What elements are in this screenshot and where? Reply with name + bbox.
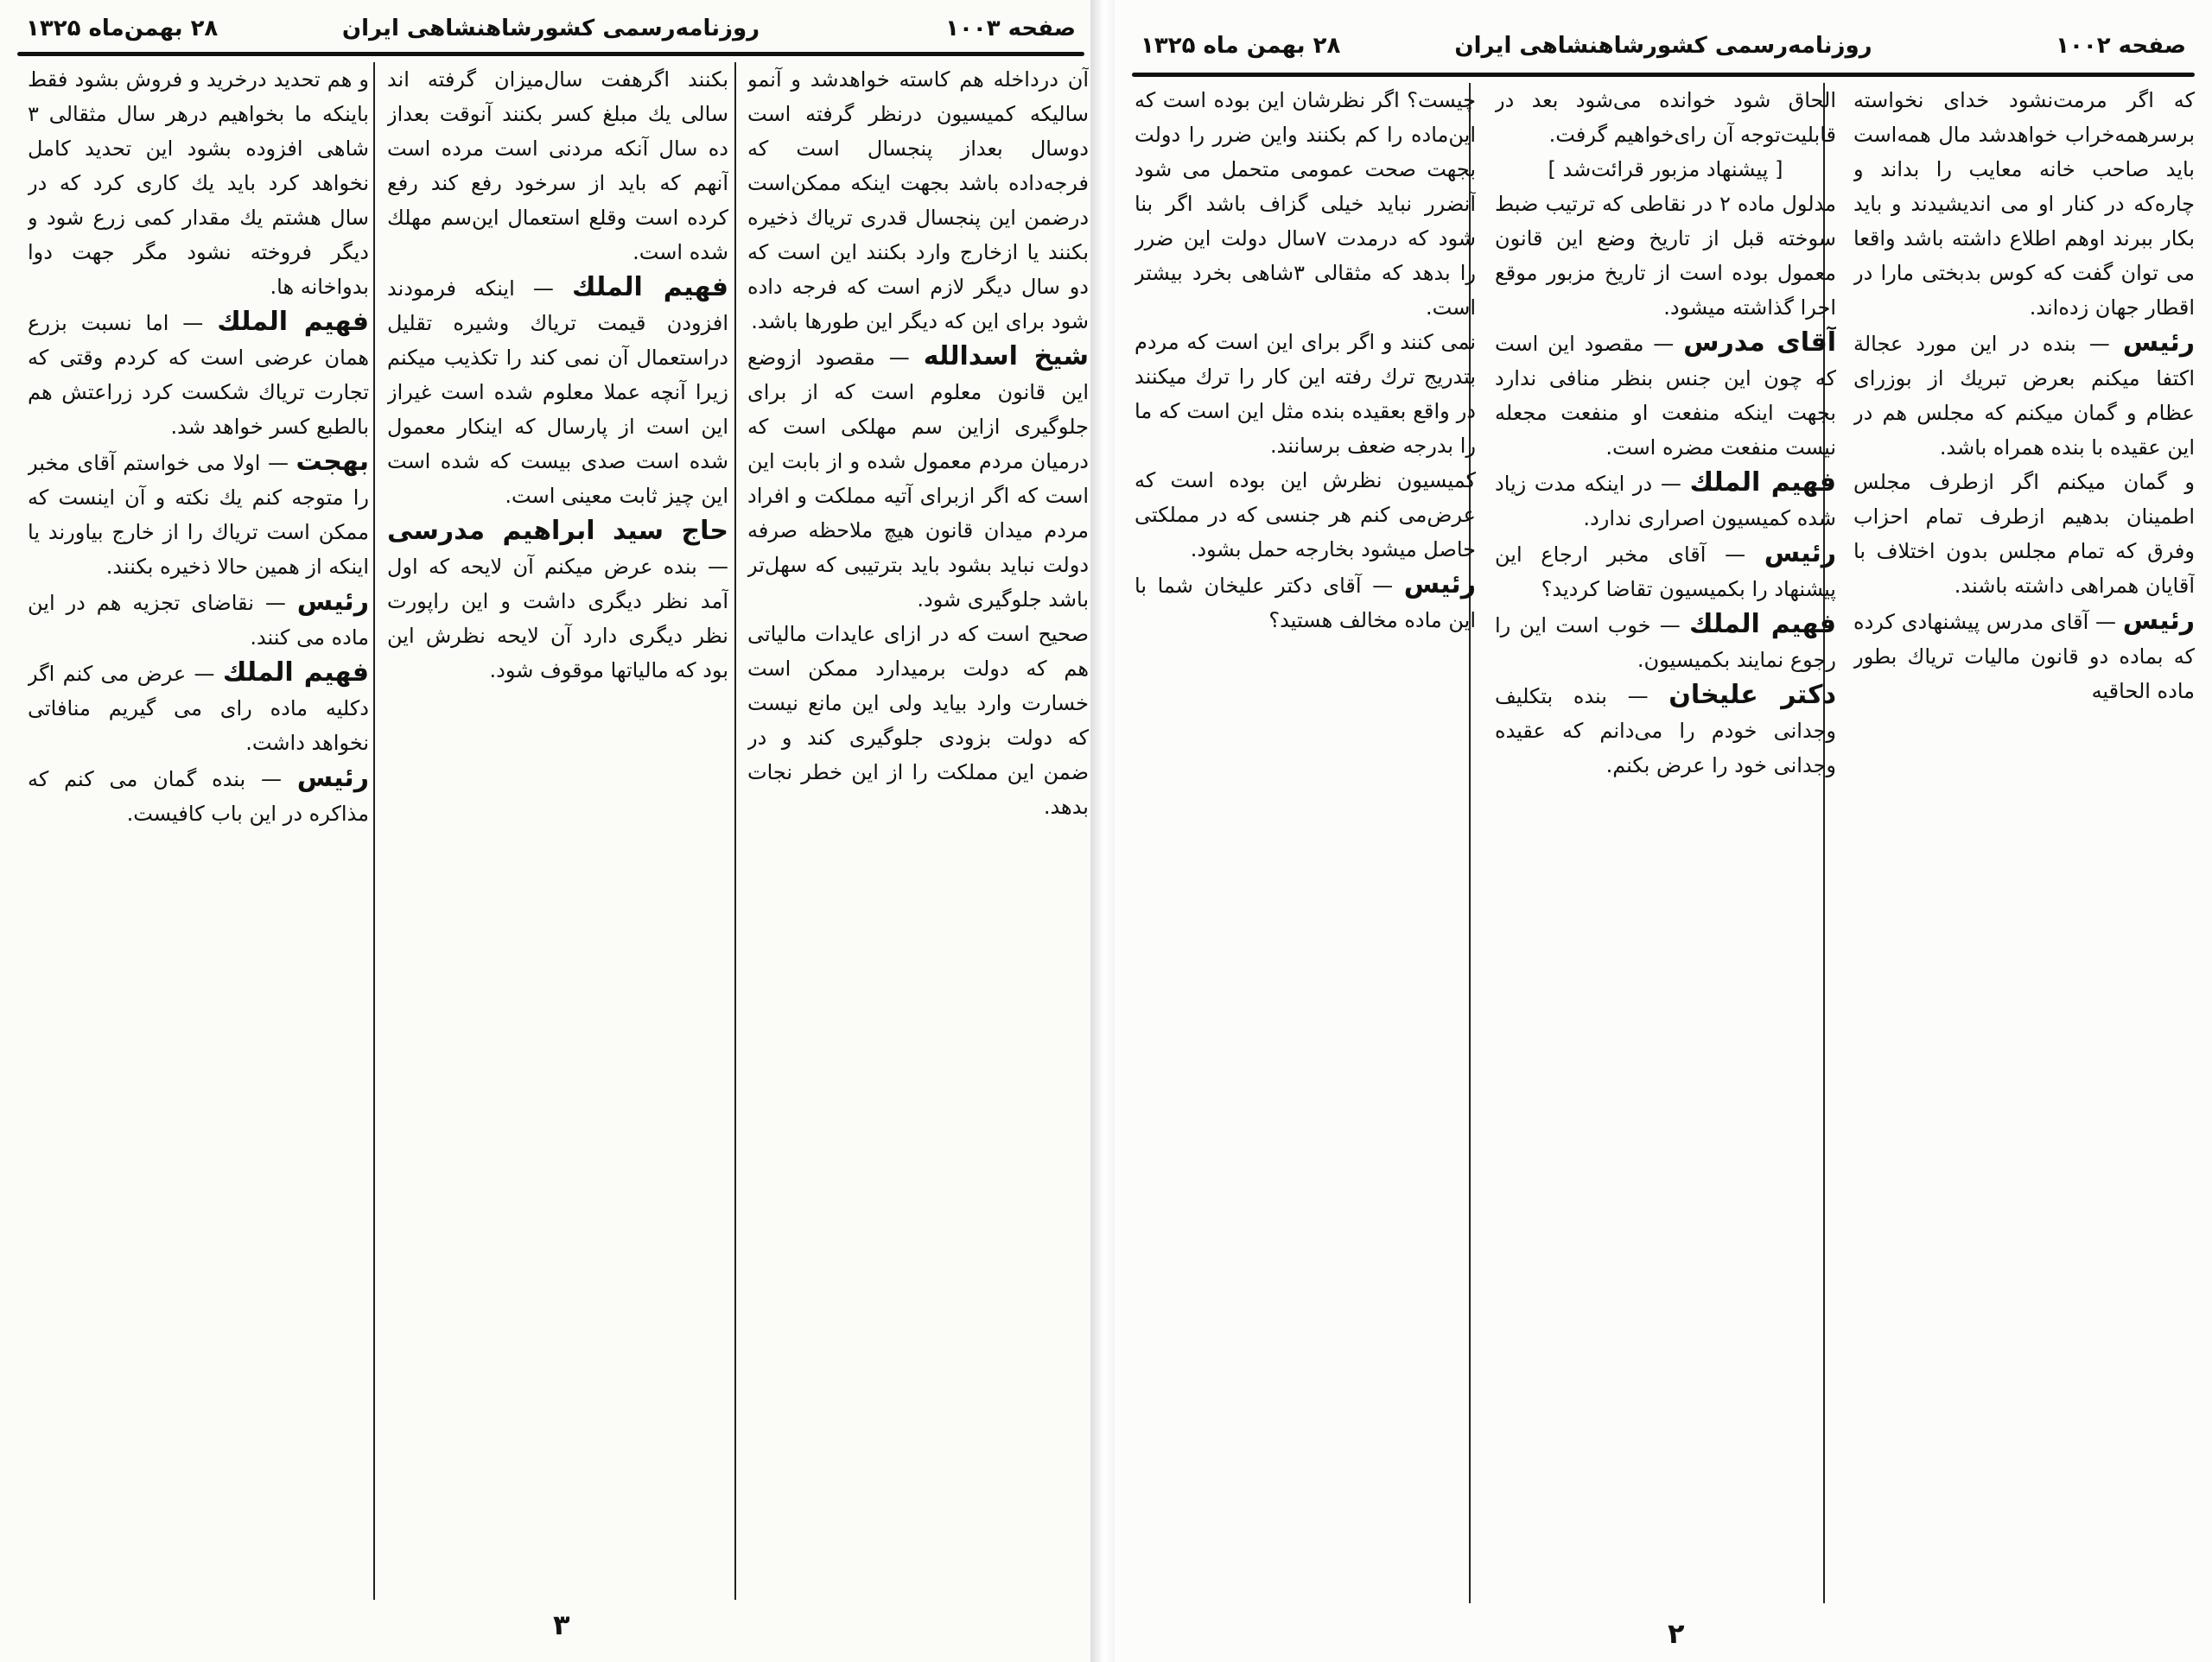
page-label: صفحه ۱۰۰۳ xyxy=(945,16,1076,41)
column xyxy=(28,62,369,1617)
page-header xyxy=(1132,26,2195,69)
paragraph-text: — اما نسبت بزرع همان عرضی است که کردم وقتی که تجارت تریاك شکست کرد زراعتش هم بالطبع کسر خواهد شد. xyxy=(28,311,369,439)
newspaper-title: روزنامه‌رسمی کشورشاهنشاهی ایران xyxy=(341,16,760,41)
column-divider xyxy=(734,62,736,1600)
speaker-heading: فهیم الملك xyxy=(1689,467,1836,498)
column xyxy=(747,62,1089,1617)
column xyxy=(387,62,728,1617)
left-newspaper-page xyxy=(0,0,1102,1662)
column xyxy=(1853,83,2195,1621)
paragraph-text: صحیح است که در ازای عایدات مالیاتی هم که دولت برمیدارد ممکن است خسارت وارد بیاید ولی این مانع نیست که دولت بزودی جلوگیری کند و در ضمن این مملکت را از این خطر نجات بدهد. xyxy=(747,622,1089,819)
speaker-heading: رئیس xyxy=(1403,569,1476,599)
speaker-heading: فهیم الملك xyxy=(1688,609,1836,639)
paragraph-text: و هم تحدید درخرید و فروش بشود فقط باینکه ما بخواهیم درهر سال مثقالی ۳ شاهی افزوده بشود این تحدید کامل نخواهد کرد باید یك کاری کرد که در سال هشتم یك مقدار کمی زرع شود و دیگر فروخته نشود مگر جهت دوا بدواخانه ها. xyxy=(28,67,369,299)
speaker-heading: دکتر علیخان xyxy=(1669,680,1836,710)
page-label: صفحه ۱۰۰۲ xyxy=(2056,33,2186,59)
issue-date: ۲۸ بهمن ماه ۱۳۲۵ xyxy=(1141,33,1341,59)
paragraph-text: — بنده در این مورد عجالة اکتفا میکنم بعرض تبریك از بوزرای عظام و گمان میکنم که مجلس هم در این عقیده با بنده همراه باشد. xyxy=(1853,332,2195,460)
speaker-heading: رئیس xyxy=(296,763,369,793)
paragraph-text: — بنده بتکلیف وجدانی خودم را می‌دانم که عقیده وجدانی خود را عرض بکنم. xyxy=(1495,684,1836,777)
newspaper-title: روزنامه‌رسمی کشورشاهنشاهی ایران xyxy=(1454,33,1872,59)
right-newspaper-page xyxy=(1115,0,2212,1662)
column-divider xyxy=(373,62,375,1600)
speaker-heading: شیخ اسدالله xyxy=(923,341,1089,371)
paragraph-text: — بنده عرض میکنم آن لایحه که اول آمد نظر دیگری داشت و این راپورت نظر دیگری دارد آن لایحه نظرش این بود که مالیاتها موقوف شود. xyxy=(387,555,728,682)
paragraph-text: — مقصود این است که چون این جنس بنظر منافی ندارد بجهت اینکه منفعت او منفعت مجعله نیست منفعت مضره است. xyxy=(1495,332,1836,460)
speaker-heading: رئیس xyxy=(2122,327,2195,358)
column xyxy=(1135,83,1476,1621)
speaker-heading: رئیس xyxy=(2122,606,2195,636)
bracket-note: [ پیشنهاد مزبور قرائت‌شد ] xyxy=(1548,157,1783,181)
speaker-heading: فهیم الملك xyxy=(572,272,728,302)
paragraph-text: — آقای مخبر ارجاع این پیشنهاد را بکمیسیون تقاضا کردید؟ xyxy=(1495,542,1836,601)
speaker-heading: فهیم الملك xyxy=(217,307,369,337)
paragraph-text: — آقای دکتر علیخان شما با این ماده مخالف هستید؟ xyxy=(1135,574,1476,632)
speaker-heading: رئیس xyxy=(1764,538,1836,568)
header-rule xyxy=(17,52,1084,56)
paragraph-text: که اگر مرمت‌نشود خدای نخواسته برسرهمه‌خراب خواهدشد مال همه‌است باید صاحب خانه معایب را بداند و چاره‌که در کنار او می اندیشیدند و باید بکار ببرند اوهم اطلاع داشته باشد واقعا می توان گفت که کوس بدبختی مارا در اقطار جهان زده‌اند. xyxy=(1853,88,2195,320)
paragraph-text: — آقای مدرس پیشنهادی کرده که بماده دو قانون مالیات تریاك بطور ماده الحاقیه xyxy=(1853,610,2195,703)
paragraph-text: — بنده گمان می کنم که مذاکره در این باب کافیست. xyxy=(28,767,369,826)
speaker-heading: رئیس xyxy=(296,587,369,617)
speaker-heading: فهیم الملك xyxy=(222,657,369,688)
speaker-heading: حاج سید ابراهیم مدرسی xyxy=(387,516,728,546)
paragraph-text: — اولا می خواستم آقای مخبر را متوجه کنم یك نکته و آن اینست که ممکن است تریاك را از خارج بیاورند یا اینکه از همین حالا ذخیره بکنند. xyxy=(28,451,369,579)
issue-date: ۲۸ بهمن‌ماه ۱۳۲۵ xyxy=(26,16,219,41)
header-rule xyxy=(1132,73,2195,77)
column xyxy=(1495,83,1836,1621)
paragraph-text: — مقصود ازوضع این قانون معلوم است که از برای جلوگیری ازاین سم مهلکی است که درمیان مردم معمول شده و از بابت این است که اگر ازبرای آتیه مملکت و افراد مردم میدان قانون هیچ ملاحظه صرفه دولت نباید بشود باید بترتیبی که سهل‌تر باشد جلوگیری شود. xyxy=(747,346,1089,612)
speaker-heading: آقای مدرس xyxy=(1683,327,1836,358)
speaker-heading: بهجت xyxy=(296,447,369,477)
paragraph-text: — خوب است این را رجوع نمایند بکمیسیون. xyxy=(1495,613,1836,672)
paragraph-text: — نقاضای تجزیه هم در این ماده می کنند. xyxy=(28,591,369,650)
page-header xyxy=(17,9,1084,52)
paragraph-text: مدلول ماده ۲ در نقاطی که ترتیب ضبط سوخته قبل از تاریخ وضع این قانون معمول بوده است از تاریخ مزبور موقع اجرا گذاشته میشود. xyxy=(1495,192,1836,320)
paragraph-text: آن درداخله هم کاسته خواهدشد و آنمو سالیکه کمیسیون درنظر گرفته است دوسال بعداز پنجسال است که فرجه‌داده باشد بجهت اینکه ممکن‌است درضمن این پنجسال قدری تریاك ذخیره بکنند یا ازخارج وارد بکنند این است که دو سال دیگر لازم است که فرجه داده شود برای این که دیگر این طورها باشد. xyxy=(747,67,1089,333)
page-number: ۳ xyxy=(553,1608,570,1641)
paragraph-text: کمیسیون نظرش این بوده است که عرض‌می کنم هر جنسی که در مملکتی حاصل میشود بخارجه حمل بشود. xyxy=(1135,468,1476,561)
paragraph-text: — در اینکه مدت زیاد شده کمیسیون اصراری ندارد. xyxy=(1495,472,1836,530)
page-number: ۲ xyxy=(1668,1617,1685,1650)
paragraph-text: — اینکه فرمودند افزودن قیمت تریاك وشیره تقلیل دراستعمال آن نمی کند را تکذیب میکنم زیرا آنچه عملا معلوم شده است غیراز این است از پارسال که اینکار معمول شده است صدی بیست که شده است این چیز ثابت معینی است. xyxy=(387,276,728,508)
paragraph-text: چیست؟ اگر نظرشان این بوده است که این‌ماده را کم بکنند واین ضرر را دولت بجهت صحت عمومی متحمل می شود آنضرر نباید خیلی گزاف باشد اگر بنا شود که درمدت ۷سال دولت این ضرر را بدهد که مثقالی ۳شاهی بخرد بیشتر است. xyxy=(1135,88,1476,320)
paragraph-text: — عرض می کنم اگر دکلیه ماده رای می گیریم منافاتی نخواهد داشت. xyxy=(28,662,369,755)
paragraph-text: الحاق شود خوانده می‌شود بعد در قابلیت‌توجه آن رای‌خواهیم گرفت. xyxy=(1495,88,1836,147)
paragraph-text: نمی کنند و اگر برای این است که مردم بتدریج ترك رفته این کار را ترك میکنند در واقع بعقیده بنده مثل این است که ما را بدرجه ضعف برسانند. xyxy=(1135,330,1476,458)
paragraph-text: و گمان میکنم اگر ازطرف مجلس اطمینان بدهیم ازطرف تمام احزاب وفرق که تمام مجلس بدون اختلاف با آقایان همراهی داشته باشند. xyxy=(1853,470,2195,598)
paragraph-text: بکنند اگرهفت سال‌میزان گرفته اند سالی یك مبلغ کسر بکنند آنوقت بعداز ده سال آنکه مردنی است مرده است آنهم که باید از سرخود رفع کند رفع کرده است وقلع استعمال این‌سم مهلك شده است. xyxy=(387,67,728,264)
